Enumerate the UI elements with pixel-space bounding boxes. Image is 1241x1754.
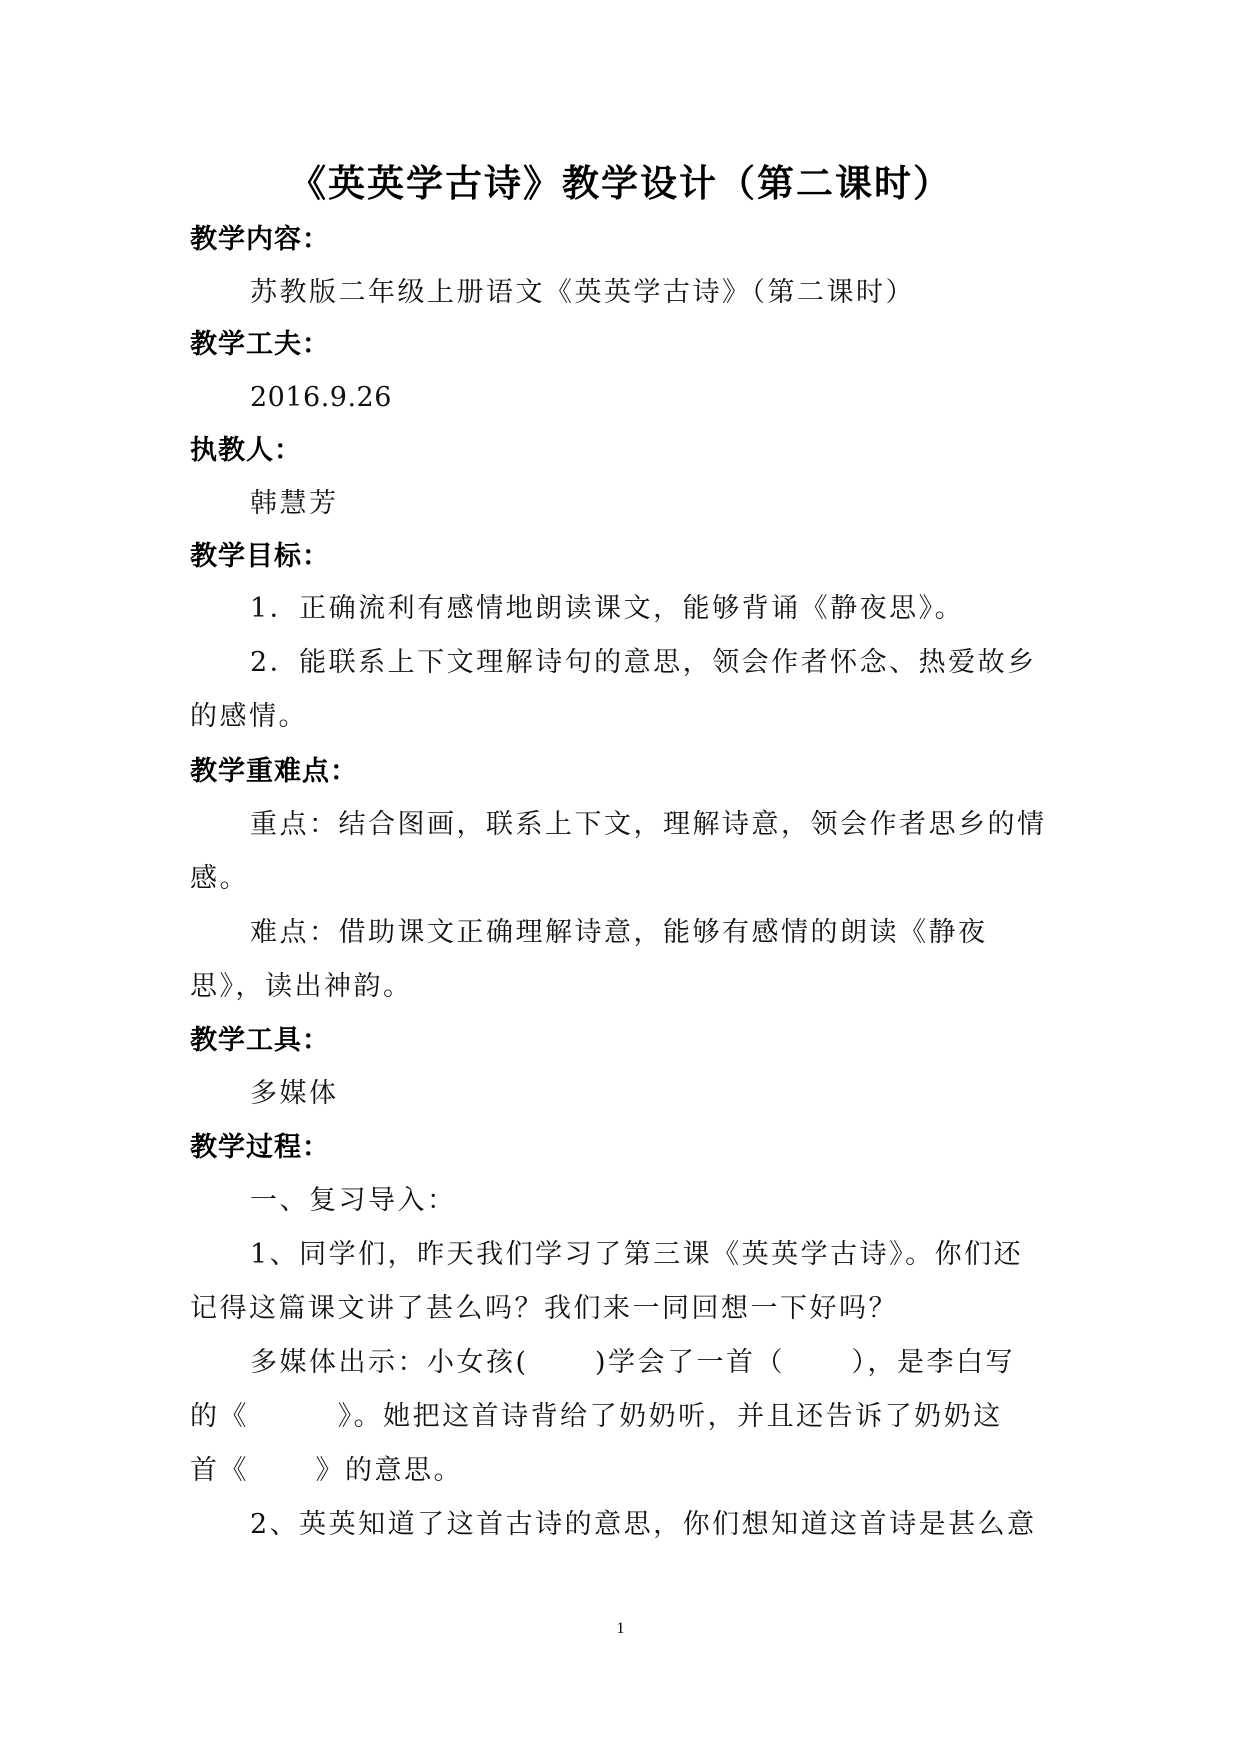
heading-tools: 教学工具： bbox=[190, 1025, 330, 1056]
key-point-line-2b: 思》，读出神韵。 bbox=[190, 971, 413, 1002]
goal-line-2b: 的感情。 bbox=[190, 701, 308, 732]
process-paragraph-3a: 2、英英知道了这首古诗的意思，你们想知道这首诗是甚么意 bbox=[250, 1509, 1037, 1540]
time-text: 2016.9.26 bbox=[250, 382, 392, 413]
teacher-text: 韩慧芳 bbox=[250, 488, 339, 519]
goal-line-2a: 2．能联系上下文理解诗句的意思，领会作者怀念、热爱故乡 bbox=[250, 647, 1037, 678]
process-paragraph-1a: 1、同学们，昨天我们学习了第三课《英英学古诗》。你们还 bbox=[250, 1239, 1024, 1270]
tools-text: 多媒体 bbox=[250, 1078, 339, 1109]
key-point-line-1a: 重点：结合图画，联系上下文，理解诗意，领会作者思乡的情 bbox=[250, 809, 1047, 840]
process-paragraph-2c: 首《 》的意思。 bbox=[190, 1455, 463, 1486]
process-paragraph-2b: 的《 》。她把这首诗背给了奶奶听，并且还告诉了奶奶这 bbox=[190, 1401, 1003, 1432]
heading-time: 教学工夫： bbox=[190, 329, 330, 360]
goal-line-1: 1．正确流利有感情地朗读课文，能够背诵《静夜思》。 bbox=[250, 593, 965, 624]
page-title: 《英英学古诗》教学设计（第二课时） bbox=[289, 162, 952, 205]
page-number: 1 bbox=[616, 1620, 625, 1637]
content-text: 苏教版二年级上册语文《英英学古诗》（第二课时） bbox=[250, 277, 915, 308]
heading-goals: 教学目标： bbox=[190, 541, 330, 572]
process-paragraph-2a: 多媒体出示：小女孩( )学会了一首（ ），是李白写 bbox=[250, 1347, 1016, 1378]
heading-content: 教学内容： bbox=[190, 224, 330, 255]
heading-teacher: 执教人： bbox=[190, 435, 302, 466]
key-point-line-1b: 感。 bbox=[190, 863, 249, 894]
process-paragraph-1b: 记得这篇课文讲了甚么吗？我们来一同回想一下好吗？ bbox=[190, 1293, 898, 1324]
heading-key-points: 教学重难点： bbox=[190, 756, 358, 787]
process-step-1: 一、复习导入： bbox=[250, 1185, 457, 1216]
key-point-line-2a: 难点：借助课文正确理解诗意，能够有感情的朗读《静夜 bbox=[250, 917, 988, 948]
heading-process: 教学过程： bbox=[190, 1132, 330, 1163]
